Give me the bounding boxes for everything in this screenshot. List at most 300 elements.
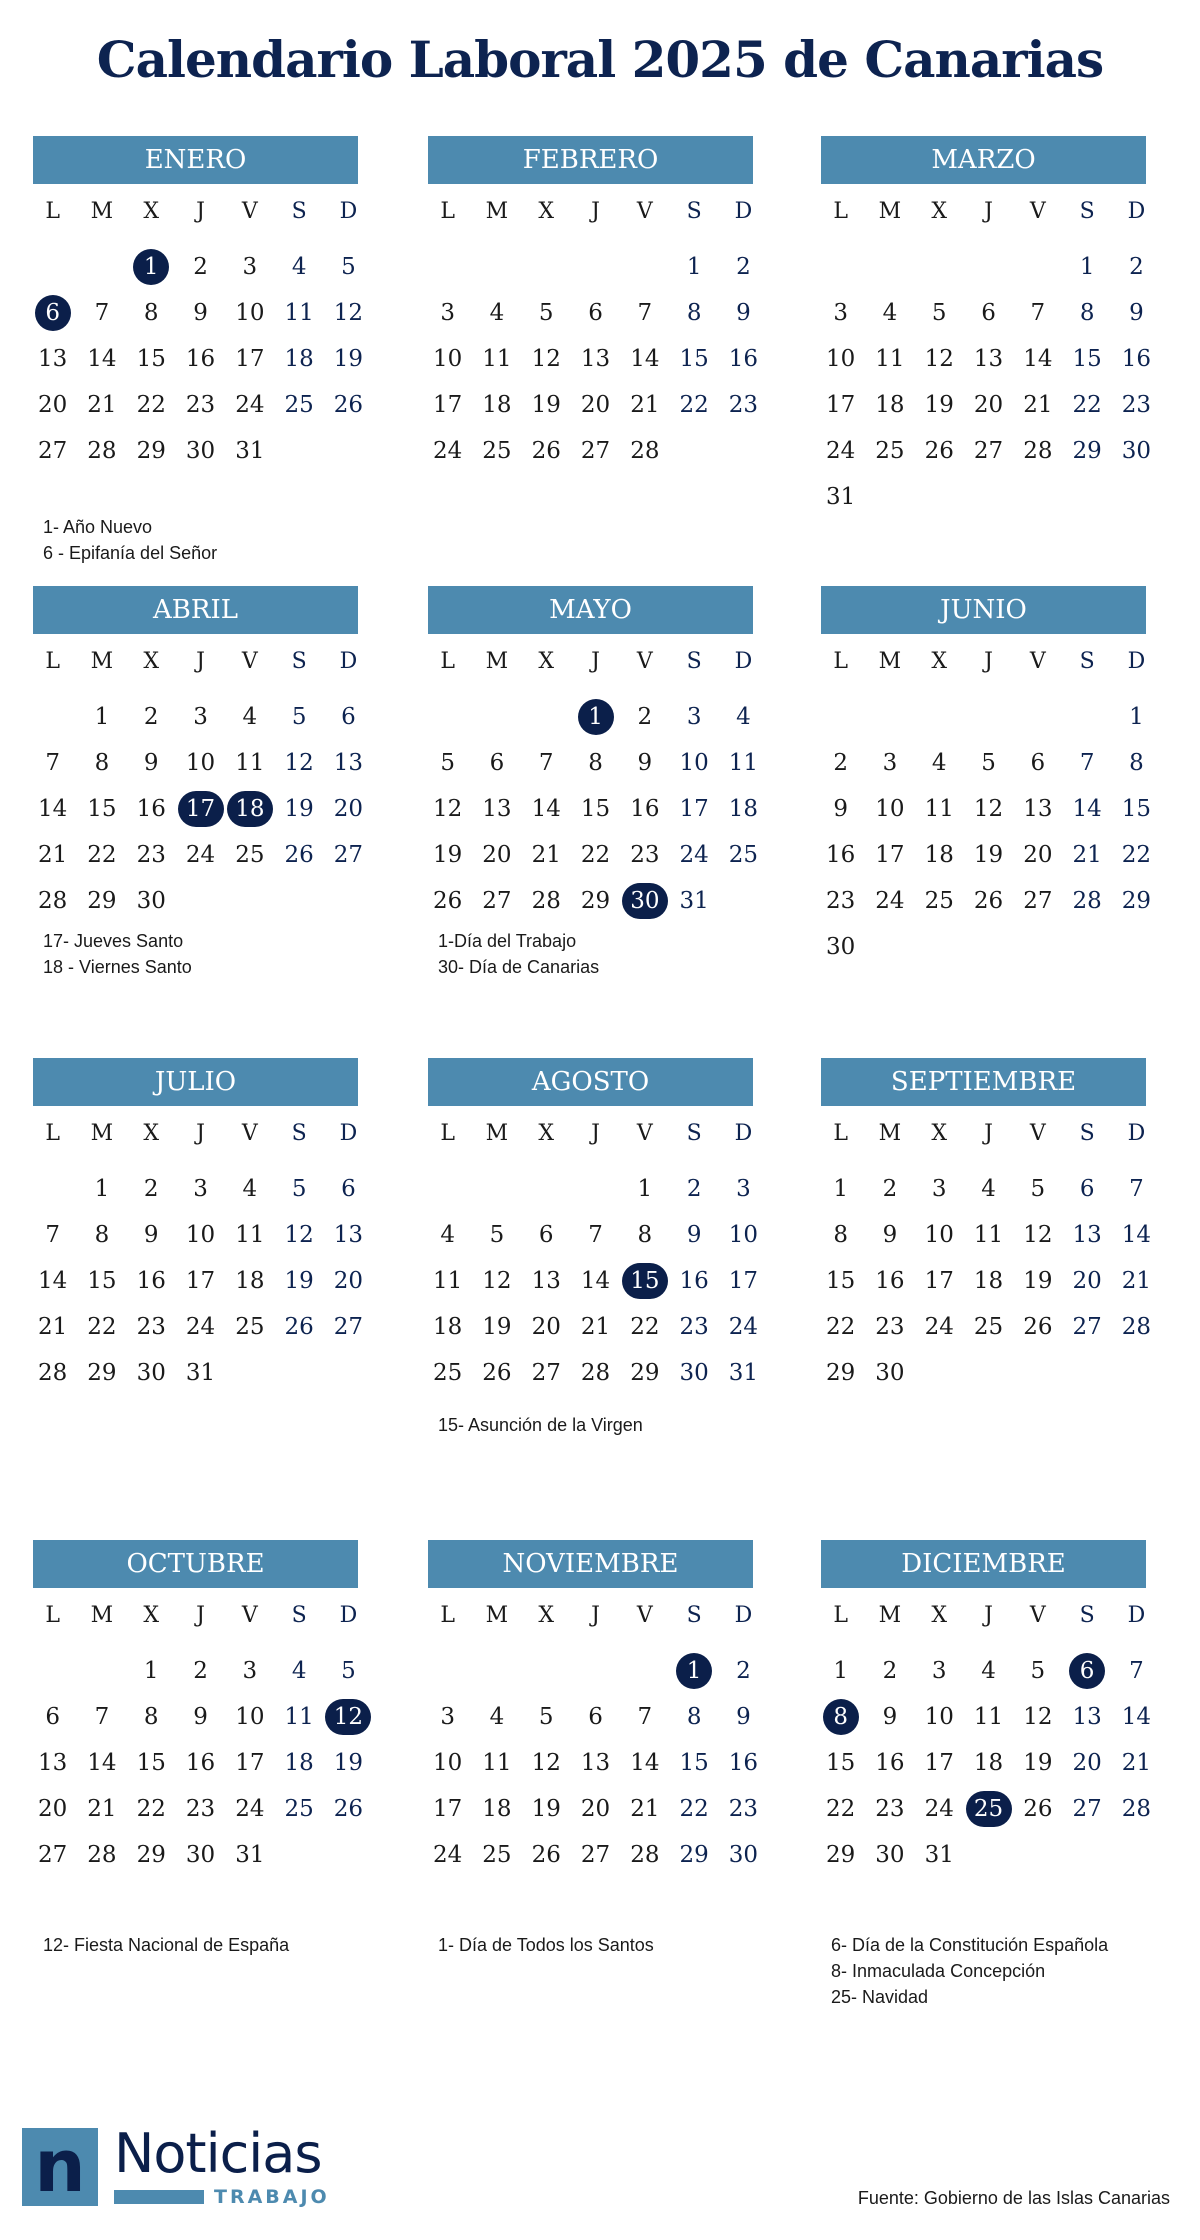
calendar-day: 14	[38, 796, 68, 822]
logo-wordmark: Noticias	[114, 2122, 322, 2185]
calendar-day: 16	[136, 1268, 166, 1294]
calendar-day: 19	[333, 346, 364, 372]
holiday-day: 18	[225, 786, 274, 832]
weekday-label: J	[984, 199, 993, 224]
calendar-day: 10	[826, 346, 856, 372]
empty-cell	[816, 244, 865, 290]
calendar-day: 12	[531, 346, 561, 372]
calendar-day: 4	[291, 1658, 307, 1684]
holiday-day: 30	[620, 878, 669, 924]
empty-cell	[522, 1648, 571, 1694]
calendar-day: 30	[728, 1842, 759, 1868]
calendar-day: 28	[87, 438, 117, 464]
weekday-label: X	[538, 649, 555, 674]
calendar-day: 26	[531, 1842, 561, 1868]
weekday-label: X	[143, 1603, 160, 1628]
month-noviembre	[423, 1540, 768, 1878]
calendar-day: 13	[38, 1750, 68, 1776]
calendar-day: 11	[973, 1704, 1004, 1730]
calendar-day: 17	[235, 346, 265, 372]
calendar-day: 2	[143, 704, 159, 730]
calendar-day: 28	[1072, 888, 1102, 914]
weekday-label: D	[734, 649, 753, 674]
calendar-day: 6	[489, 750, 505, 776]
weekday-label: V	[241, 1121, 258, 1146]
empty-cell	[423, 1648, 472, 1694]
calendar-day: 21	[1072, 842, 1102, 868]
calendar-day: 15	[87, 796, 117, 822]
calendar-day: 4	[242, 1176, 258, 1202]
empty-cell	[472, 1648, 521, 1694]
calendar-day: 4	[440, 1222, 455, 1248]
calendar-day: 20	[38, 392, 68, 418]
calendar-day: 22	[630, 1314, 660, 1340]
source-credit: Fuente: Gobierno de las Islas Canarias	[857, 2188, 1170, 2208]
weekday-label: S	[291, 199, 307, 224]
calendar-day: 3	[736, 1176, 751, 1202]
calendar-day: 17	[924, 1750, 954, 1776]
weekday-label: S	[291, 1121, 307, 1146]
calendar-day: 27	[1072, 1796, 1102, 1822]
weekday-label: L	[833, 649, 848, 674]
calendar-day: 8	[1079, 300, 1095, 326]
calendar-day: 19	[531, 392, 561, 418]
weekday-label: D	[734, 1603, 753, 1628]
weekday-label: X	[538, 199, 555, 224]
calendar-day: 15	[136, 346, 166, 372]
calendar-day: 30	[826, 934, 856, 960]
calendar-day: 21	[1121, 1750, 1152, 1776]
month-header: SEPTIEMBRE	[821, 1058, 1146, 1106]
calendar-day: 17	[728, 1268, 759, 1294]
calendar-day: 21	[580, 1314, 611, 1340]
empty-cell	[865, 694, 914, 740]
calendar-day: 2	[736, 1658, 751, 1684]
calendar-day: 13	[1072, 1222, 1102, 1248]
calendar-day: 28	[531, 888, 561, 914]
calendar-day: 21	[1121, 1268, 1152, 1294]
calendar-day: 27	[333, 842, 364, 868]
calendar-day: 29	[826, 1842, 856, 1868]
holiday-day: 6	[1062, 1648, 1111, 1694]
holiday-notes	[438, 928, 599, 980]
empty-cell	[964, 694, 1013, 740]
calendar-day: 8	[686, 300, 702, 326]
calendar-day: 13	[973, 346, 1004, 372]
holiday-note: 6- Día de la Constitución Española	[831, 1935, 1109, 1955]
page-title: Calendario Laboral 2025 de Canarias	[96, 30, 1104, 89]
empty-cell	[1013, 244, 1062, 290]
calendar-day: 28	[630, 1842, 660, 1868]
calendar-day: 22	[87, 842, 117, 868]
weekday-label: V	[636, 1603, 653, 1628]
calendar-day: 17	[924, 1268, 954, 1294]
calendar-day: 7	[1079, 750, 1095, 776]
calendar-day: 20	[1023, 842, 1053, 868]
calendar-day: 22	[136, 1796, 166, 1822]
weekday-row	[28, 1596, 373, 1636]
holiday-note: 1-Día del Trabajo	[438, 931, 577, 951]
calendar-day: 31	[235, 438, 265, 464]
calendar-day: 12	[333, 300, 364, 326]
calendar-day: 15	[679, 1750, 709, 1776]
calendar-day: 24	[433, 1842, 463, 1868]
calendar-day: 21	[1023, 392, 1053, 418]
calendar-day: 29	[136, 438, 166, 464]
calendar-day: 5	[538, 300, 554, 326]
calendar-day: 17	[679, 796, 709, 822]
calendar-day: 3	[440, 1704, 455, 1730]
calendar-day: 25	[482, 438, 512, 464]
empty-cell	[964, 244, 1013, 290]
calendar-day: 15	[1072, 346, 1102, 372]
calendar-day: 3	[193, 1176, 208, 1202]
calendar-day: 19	[433, 842, 463, 868]
month-enero	[28, 136, 373, 474]
calendar-day: 16	[728, 346, 759, 372]
calendar-day: 2	[736, 254, 751, 280]
calendar-day: 21	[87, 1796, 117, 1822]
calendar-day: 6	[45, 1704, 60, 1730]
holiday-day: 15	[620, 1258, 669, 1304]
calendar-day: 6	[1079, 1176, 1095, 1202]
calendar-day: 8	[588, 750, 603, 776]
weekday-label: L	[440, 199, 455, 224]
calendar-day: 16	[1121, 346, 1152, 372]
calendar-day: 20	[580, 392, 611, 418]
month-header: MAYO	[428, 586, 753, 634]
calendar-day: 16	[826, 842, 856, 868]
calendar-day: 12	[1023, 1222, 1053, 1248]
calendar-day: 9	[1129, 300, 1144, 326]
calendar-day: 22	[679, 1796, 709, 1822]
calendar-day: 31	[728, 1360, 759, 1386]
calendar-day: 26	[1023, 1796, 1053, 1822]
weekday-label: V	[636, 649, 653, 674]
calendar-day: 12	[973, 796, 1004, 822]
calendar-day: 23	[826, 888, 856, 914]
calendar-day: 12	[284, 750, 314, 776]
calendar-day: 9	[833, 796, 848, 822]
calendar-day: 25	[875, 438, 905, 464]
calendar-day: 22	[580, 842, 611, 868]
calendar-day: 24	[826, 438, 856, 464]
calendar-day: 13	[580, 1750, 611, 1776]
holiday-day: 1	[669, 1648, 718, 1694]
empty-cell	[571, 244, 620, 290]
weekday-label: J	[984, 1603, 993, 1628]
day-grid	[816, 694, 1161, 970]
empty-cell	[472, 244, 521, 290]
weekday-label: X	[143, 199, 160, 224]
weekday-label: M	[90, 199, 114, 224]
empty-cell	[423, 244, 472, 290]
calendar-day: 23	[1121, 392, 1152, 418]
calendar-day: 22	[679, 392, 709, 418]
calendar-day: 22	[136, 392, 166, 418]
calendar-day: 29	[87, 888, 117, 914]
calendar-day: 28	[38, 888, 68, 914]
calendar-day: 3	[686, 704, 702, 730]
calendar-day: 25	[433, 1360, 463, 1386]
empty-cell	[571, 1648, 620, 1694]
calendar-day: 29	[1072, 438, 1102, 464]
calendar-day: 10	[924, 1704, 954, 1730]
weekday-label: L	[440, 649, 455, 674]
calendar-day: 12	[284, 1222, 314, 1248]
calendar-day: 4	[981, 1176, 996, 1202]
empty-cell	[28, 694, 77, 740]
calendar-day: 28	[630, 438, 660, 464]
calendar-day: 28	[1023, 438, 1053, 464]
calendar-day: 23	[728, 392, 759, 418]
calendar-day: 12	[1023, 1704, 1053, 1730]
calendar-day: 1	[833, 1176, 848, 1202]
day-grid	[28, 694, 373, 924]
calendar-day: 1	[94, 1176, 110, 1202]
calendar-day: 4	[882, 300, 898, 326]
holiday-note: 8- Inmaculada Concepción	[831, 1961, 1046, 1981]
calendar-day: 10	[679, 750, 709, 776]
logo-subtitle: TRABAJO	[214, 2186, 330, 2208]
holiday-notes	[831, 1932, 1108, 2010]
weekday-label: M	[485, 649, 509, 674]
day-grid	[423, 1648, 768, 1878]
calendar-day: 23	[875, 1796, 905, 1822]
calendar-day: 21	[531, 842, 561, 868]
calendar-day: 15	[1121, 796, 1152, 822]
calendar-day: 24	[728, 1314, 759, 1340]
calendar-day: 20	[38, 1796, 68, 1822]
calendar-day: 11	[924, 796, 954, 822]
holiday-note: 15- Asunción de la Virgen	[438, 1415, 643, 1435]
weekday-label: J	[591, 199, 600, 224]
calendar-day: 16	[875, 1750, 905, 1776]
calendar-day: 18	[875, 392, 905, 418]
calendar-day: 13	[333, 750, 364, 776]
holiday-day: 8	[816, 1694, 865, 1740]
weekday-label: D	[1127, 1603, 1146, 1628]
calendar-day: 24	[924, 1314, 954, 1340]
calendar-day: 12	[433, 796, 463, 822]
calendar-day: 9	[637, 750, 653, 776]
holiday-notes	[43, 1932, 289, 1958]
calendar-day: 16	[185, 1750, 216, 1776]
weekday-label: L	[833, 1603, 848, 1628]
weekday-label: X	[931, 649, 948, 674]
calendar-day: 25	[728, 842, 759, 868]
calendar-day: 4	[242, 704, 258, 730]
calendar-day: 10	[924, 1222, 954, 1248]
calendar-day: 11	[973, 1222, 1004, 1248]
calendar-day: 18	[482, 1796, 512, 1822]
logo-bar	[114, 2190, 204, 2204]
weekday-label: X	[931, 1603, 948, 1628]
calendar-day: 26	[433, 888, 463, 914]
holiday-day: 17	[176, 786, 225, 832]
month-octubre	[28, 1540, 373, 1878]
calendar-day: 21	[38, 1314, 68, 1340]
calendar-day: 21	[630, 392, 660, 418]
calendar-day: 2	[637, 704, 653, 730]
calendar-day: 26	[333, 1796, 364, 1822]
weekday-label: M	[90, 1603, 114, 1628]
calendar-day: 7	[1129, 1176, 1144, 1202]
calendar-day: 8	[143, 1704, 159, 1730]
weekday-label: S	[1079, 649, 1095, 674]
calendar-day: 9	[686, 1222, 702, 1248]
holiday-day: 1	[127, 244, 176, 290]
holiday-note: 25- Navidad	[831, 1987, 929, 2007]
calendar-day: 15	[136, 1750, 166, 1776]
calendar-day: 2	[882, 1176, 898, 1202]
calendar-day: 1	[1129, 704, 1144, 730]
calendar-day: 27	[580, 438, 611, 464]
calendar-day: 8	[637, 1222, 653, 1248]
empty-cell	[915, 244, 964, 290]
calendar-day: 9	[143, 1222, 159, 1248]
calendar-day: 25	[284, 392, 314, 418]
calendar-day: 20	[1072, 1268, 1102, 1294]
calendar-day: 25	[482, 1842, 512, 1868]
calendar-day: 14	[580, 1268, 611, 1294]
calendar-day: 6	[341, 1176, 356, 1202]
calendar-day: 20	[482, 842, 512, 868]
month-header: FEBRERO	[428, 136, 753, 184]
empty-cell	[472, 694, 521, 740]
calendar-day: 13	[1023, 796, 1053, 822]
calendar-day: 10	[185, 1222, 216, 1248]
holiday-notes	[438, 1932, 654, 1958]
weekday-label: S	[1079, 199, 1095, 224]
calendar-day: 27	[38, 1842, 68, 1868]
calendar-day: 14	[87, 1750, 117, 1776]
weekday-label: D	[1127, 649, 1146, 674]
calendar-day: 23	[136, 842, 166, 868]
month-header: OCTUBRE	[33, 1540, 358, 1588]
calendar-day: 11	[235, 750, 265, 776]
calendar-day: 17	[875, 842, 905, 868]
calendar-day: 11	[875, 346, 905, 372]
month-header: AGOSTO	[428, 1058, 753, 1106]
calendar-day: 7	[538, 750, 554, 776]
calendar-day: 27	[580, 1842, 611, 1868]
calendar-day: 17	[185, 1268, 216, 1294]
calendar-day: 18	[973, 1268, 1004, 1294]
month-header: ABRIL	[33, 586, 358, 634]
weekday-label: S	[1079, 1121, 1095, 1146]
calendar-day: 19	[1023, 1268, 1053, 1294]
calendar-day: 29	[826, 1360, 856, 1386]
calendar-day: 5	[1030, 1658, 1046, 1684]
noticias-trabajo-logo	[22, 2122, 342, 2210]
weekday-label: L	[45, 199, 60, 224]
calendar-day: 27	[482, 888, 512, 914]
calendar-day: 18	[284, 346, 314, 372]
calendar-day: 20	[333, 1268, 364, 1294]
empty-cell	[77, 1648, 126, 1694]
weekday-label: L	[440, 1121, 455, 1146]
weekday-label: D	[339, 1121, 358, 1146]
calendar-day: 23	[875, 1314, 905, 1340]
calendar-day: 20	[580, 1796, 611, 1822]
weekday-label: S	[291, 649, 307, 674]
weekday-row	[28, 192, 373, 232]
holiday-day: 25	[964, 1786, 1013, 1832]
weekday-row	[423, 1596, 768, 1636]
day-grid	[816, 244, 1161, 520]
day-grid	[28, 244, 373, 474]
calendar-day: 19	[482, 1314, 512, 1340]
calendar-day: 23	[728, 1796, 759, 1822]
calendar-day: 7	[1030, 300, 1046, 326]
weekday-label: V	[1029, 199, 1046, 224]
day-grid	[816, 1166, 1161, 1396]
calendar-day: 8	[94, 750, 110, 776]
calendar-day: 23	[136, 1314, 166, 1340]
calendar-day: 11	[728, 750, 759, 776]
calendar-day: 7	[637, 300, 653, 326]
month-header: NOVIEMBRE	[428, 1540, 753, 1588]
calendar-day: 1	[686, 254, 702, 280]
month-junio	[816, 586, 1161, 970]
month-header: JULIO	[33, 1058, 358, 1106]
calendar-day: 19	[333, 1750, 364, 1776]
calendar-day: 2	[143, 1176, 159, 1202]
calendar-day: 23	[630, 842, 660, 868]
calendar-day: 15	[826, 1268, 856, 1294]
calendar-day: 22	[1072, 392, 1102, 418]
weekday-label: S	[291, 1603, 307, 1628]
calendar-day: 1	[1079, 254, 1095, 280]
calendar-day: 24	[185, 842, 216, 868]
calendar-day: 11	[433, 1268, 463, 1294]
weekday-label: X	[538, 1121, 555, 1146]
calendar-day: 24	[235, 1796, 265, 1822]
calendar-day: 30	[136, 888, 166, 914]
weekday-label: D	[339, 649, 358, 674]
calendar-day: 31	[924, 1842, 954, 1868]
calendar-day: 26	[333, 392, 364, 418]
calendar-day: 24	[679, 842, 709, 868]
calendar-day: 27	[38, 438, 68, 464]
calendar-day: 9	[736, 300, 751, 326]
calendar-day: 24	[235, 392, 265, 418]
calendar-day: 14	[1023, 346, 1053, 372]
calendar-day: 24	[185, 1314, 216, 1340]
empty-cell	[423, 694, 472, 740]
calendar-day: 14	[1121, 1704, 1152, 1730]
weekday-label: X	[931, 199, 948, 224]
calendar-day: 8	[1129, 750, 1144, 776]
calendar-day: 30	[875, 1842, 905, 1868]
holiday-note: 1- Día de Todos los Santos	[438, 1935, 654, 1955]
calendar-day: 14	[1121, 1222, 1152, 1248]
calendar-day: 5	[931, 300, 947, 326]
calendar-day: 31	[235, 1842, 265, 1868]
calendar-day: 7	[94, 1704, 110, 1730]
empty-cell	[620, 1648, 669, 1694]
calendar-day: 14	[531, 796, 561, 822]
calendar-day: 2	[193, 254, 208, 280]
calendar-day: 23	[679, 1314, 709, 1340]
weekday-row	[423, 642, 768, 682]
calendar-day: 25	[284, 1796, 314, 1822]
calendar-day: 4	[489, 300, 505, 326]
calendar-day: 13	[1072, 1704, 1102, 1730]
month-mayo	[423, 586, 768, 924]
calendar-day: 29	[87, 1360, 117, 1386]
